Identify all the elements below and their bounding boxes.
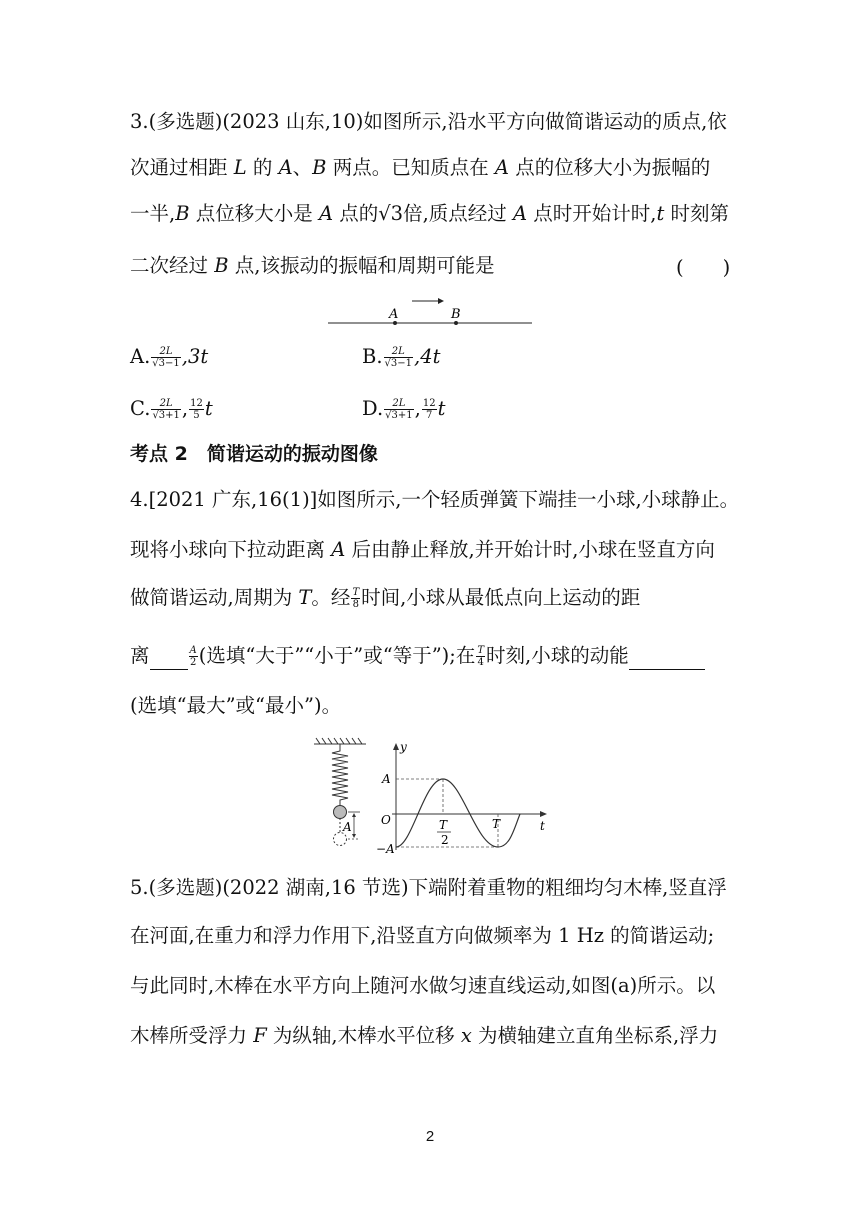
q4-line-5: (选填“最大”或“最小”)。 (130, 694, 342, 717)
q4-line-1: 4.[2021 广东,16(1)]如图所示,一个轻质弹簧下端挂一小球,小球静止。 (130, 488, 740, 511)
blank-1[interactable] (150, 649, 188, 670)
ball (334, 806, 347, 819)
amplitude-label: A (382, 772, 391, 786)
q5-line-2: 在河面,在重力和浮力作用下,沿竖直方向做频率为 1 Hz 的简谐运动; (130, 924, 715, 947)
point-b-label: B (451, 307, 461, 322)
y-axis-label: y (400, 740, 407, 754)
q4-figure (308, 736, 558, 854)
period-label: T (492, 817, 501, 831)
q3-line-2: 次通过相距 L 的 A、B 两点。已知质点在 A 点的位移大小为振幅的 (130, 156, 711, 179)
q3-line-4: 二次经过 B 点,该振动的振幅和周期可能是 (130, 254, 495, 277)
q4-line-2: 现将小球向下拉动距离 A 后由静止释放,并开始计时,小球在竖直方向 (130, 538, 715, 561)
neg-amplitude-label: −A (376, 842, 395, 854)
lowered-ball (334, 833, 347, 846)
answer-parentheses: ( ) (676, 256, 731, 279)
spring (332, 744, 348, 806)
option-d[interactable]: D. $\frac{2L}{√3+1}$ , $\frac{12}{7}$ t (362, 397, 446, 421)
q3-line-3: 一半,B 点位移大小是 A 点的√3倍,质点经过 A 点时开始计时,t 时刻第 (130, 202, 730, 225)
ceiling (314, 738, 366, 744)
blank-2[interactable] (629, 649, 705, 670)
q4-line-4: 离 $\frac{A}{2}$ (选填“大于”“小于”或“等于”);在 $\frac{T}{4}$ 时刻,小球的动能 (130, 642, 705, 670)
origin-label: O (381, 813, 391, 827)
option-a[interactable]: A. $\frac{2L}{√3-1}$ ,3t (130, 345, 209, 369)
half-period-num: T (439, 818, 448, 832)
spring-distance-label: A (343, 820, 352, 834)
point-a-label: A (389, 307, 399, 322)
q4-line-3: 做简谐运动,周期为 T。经 $\frac{T}{8}$ 时间,小球从最低点向上运动的距 (130, 586, 641, 610)
q5-line-1: 5.(多选题)(2022 湖南,16 节选)下端附着重物的粗细均匀木棒,竖直浮 (130, 876, 727, 899)
option-b[interactable]: B. $\frac{2L}{√3-1}$ ,4t (362, 345, 441, 369)
page-number: 2 (425, 1128, 435, 1145)
section-heading: 考点 2 简谐运动的振动图像 (130, 443, 378, 465)
q3-line-1: 3.(多选题)(2023 山东,10)如图所示,沿水平方向做简谐运动的质点,依 (130, 110, 727, 133)
q5-line-4: 木棒所受浮力 F 为纵轴,木棒水平位移 x 为横轴建立直角坐标系,浮力 (130, 1024, 719, 1047)
option-c[interactable]: C. $\frac{2L}{√3+1}$ , $\frac{12}{5}$ t (130, 397, 213, 421)
t-axis-label: t (540, 819, 545, 833)
q5-line-3: 与此同时,木棒在水平方向上随河水做匀速直线运动,如图(a)所示。以 (130, 974, 716, 997)
displacement-curve (396, 779, 520, 847)
q3-figure (320, 292, 540, 332)
half-period-den: 2 (441, 833, 449, 847)
